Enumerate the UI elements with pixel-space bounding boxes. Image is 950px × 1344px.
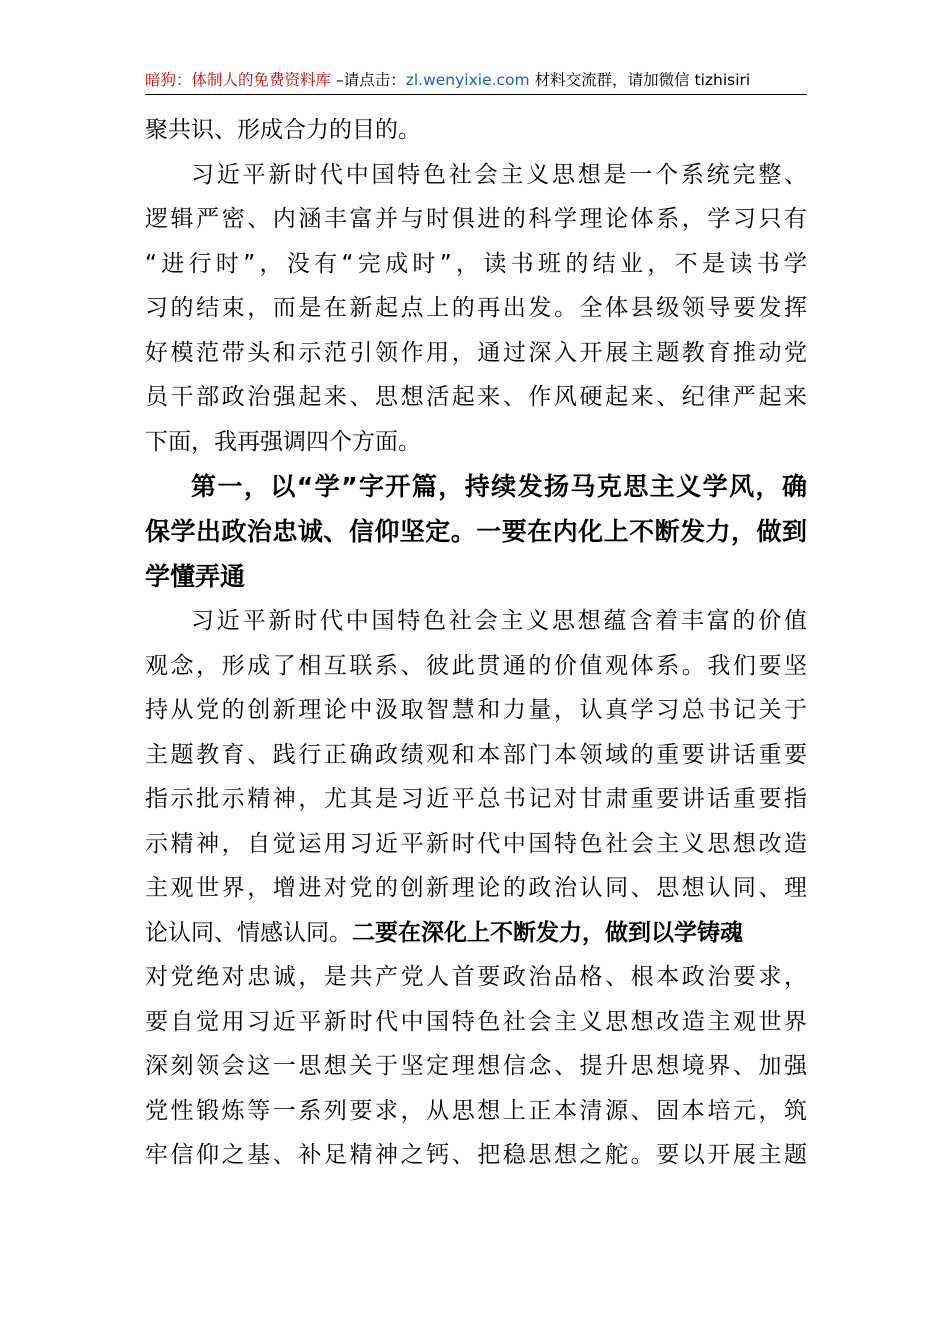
- section-heading-line: 第一，以“学”字开篇，持续发扬马克思主义学风，确: [191, 472, 807, 501]
- text-line: “进行时”，没有“完成时”，读书班的结业，不是读书学: [145, 250, 807, 277]
- text-line: 员干部政治强起来、思想活起来、作风硬起来、纪律严起来: [145, 384, 807, 410]
- text-line: 观念，形成了相互联系、彼此贯通的价值观体系。我们要坚: [145, 652, 807, 679]
- text-line: 好模范带头和示范引领作用，通过深入开展主题教育推动党: [145, 339, 807, 366]
- text-line: 聚共识、形成合力的目的。: [145, 117, 421, 143]
- page-header: [145, 66, 807, 94]
- text-line: 牢信仰之基、补足精神之钙、把稳思想之舵。要以开展主题: [145, 1142, 807, 1168]
- mixed-line: [145, 911, 807, 956]
- text-line: 示精神，自觉运用习近平新时代中国特色社会主义思想改造: [145, 830, 807, 857]
- text-line: 逻辑严密、内涵丰富并与时俱进的科学理论体系，学习只有: [145, 206, 807, 232]
- text-line: 主题教育、践行正确政绩观和本部门本领域的重要讲话重要: [145, 741, 807, 768]
- header-url-link[interactable]: zl.wenyixie.com: [405, 71, 530, 89]
- text-line: 持从党的创新理论中汲取智慧和力量，认真学习总书记关于: [145, 697, 807, 723]
- text-line: 要自觉用习近平新时代中国特色社会主义思想改造主观世界: [145, 1008, 807, 1035]
- header-site-name: 暗狗：体制人的免费资料库: [145, 71, 332, 89]
- section-heading-line: 学懂弄通: [145, 562, 246, 591]
- header-wechat-note: 材料交流群，请加微信 tizhisiri: [529, 71, 751, 89]
- text-line: 对党绝对忠诚，是共产党人首要政治品格、根本政治要求，: [145, 964, 807, 990]
- section-heading-line: 保学出政治忠诚、信仰坚定。一要在内化上不断发力，做到: [145, 517, 807, 546]
- document-body: [145, 108, 807, 1178]
- text-line: 指示批示精神，尤其是习近平总书记对甘肃重要讲话重要指: [145, 786, 807, 812]
- header-click-prompt: –请点击：: [331, 71, 406, 89]
- text-line: 习的结束，而是在新起点上的再出发。全体县级领导要发挥: [145, 295, 807, 321]
- text-line: 主观世界，增进对党的创新理论的政治认同、思想认同、理: [145, 875, 807, 901]
- bold-subheading: 二要在深化上不断发力，做到以学铸魂: [352, 919, 743, 946]
- text-line: 习近平新时代中国特色社会主义思想蕴含着丰富的价值: [191, 608, 807, 634]
- text-line: 深刻领会这一思想关于坚定理想信念、提升思想境界、加强: [145, 1053, 807, 1079]
- text-segment: 论认同、情感认同。: [145, 919, 352, 946]
- text-line: 党性锻炼等一系列要求，从思想上正本清源、固本培元，筑: [145, 1097, 807, 1124]
- text-line: 下面，我再强调四个方面。: [145, 428, 421, 455]
- header-divider: [145, 94, 807, 95]
- text-line: 习近平新时代中国特色社会主义思想是一个系统完整、: [191, 161, 807, 188]
